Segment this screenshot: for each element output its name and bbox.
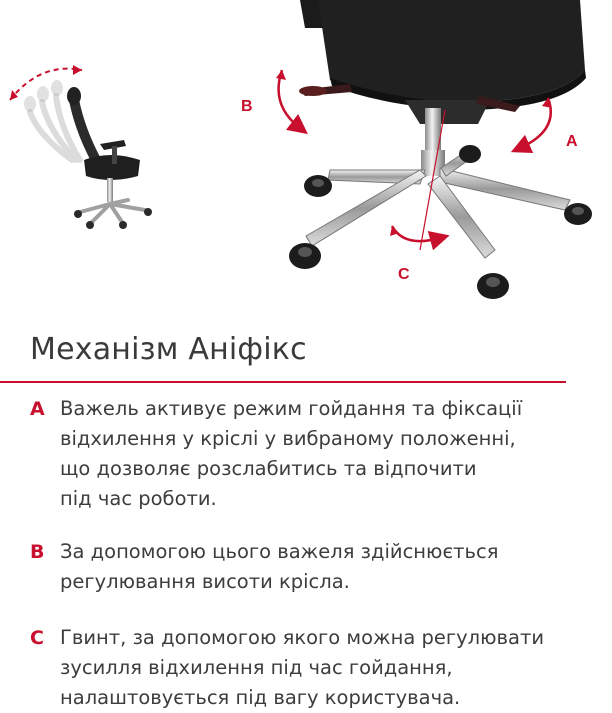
description-line: За допомогою цього важеля здійснюється (60, 540, 499, 563)
title-divider (0, 381, 566, 383)
reclining-chair-thumbnail (10, 65, 152, 229)
feature-description (60, 394, 600, 514)
description-line: Важель активує режим гойдання та фіксації (60, 397, 523, 420)
description-line: регулювання висоти крісла. (60, 570, 350, 593)
feature-description (60, 623, 600, 713)
diagram-label-b: B (241, 98, 253, 115)
description-line: відхилення у кріслі у вибраному положенні, (60, 427, 516, 450)
diagram-label-c: C (398, 266, 410, 283)
description-line: під час роботи. (60, 487, 217, 510)
feature-letter: C (30, 627, 44, 649)
feature-letter: A (30, 398, 45, 420)
chair-mechanism-illustration (0, 0, 612, 320)
description-line: зусилля відхилення під час гойдання, (60, 656, 453, 679)
description-line: Гвинт, за допомогою якого можна регулювати (60, 626, 545, 649)
description-line: що дозволяє розслабитись та відпочити (60, 457, 477, 480)
feature-description (60, 537, 600, 597)
diagram-label-a: A (566, 133, 578, 150)
feature-letter: B (30, 541, 45, 563)
section-title: Механізм Аніфікс (30, 332, 307, 367)
chair-base-closeup (276, 0, 592, 299)
description-line: налаштовується під вагу користувача. (60, 686, 461, 709)
